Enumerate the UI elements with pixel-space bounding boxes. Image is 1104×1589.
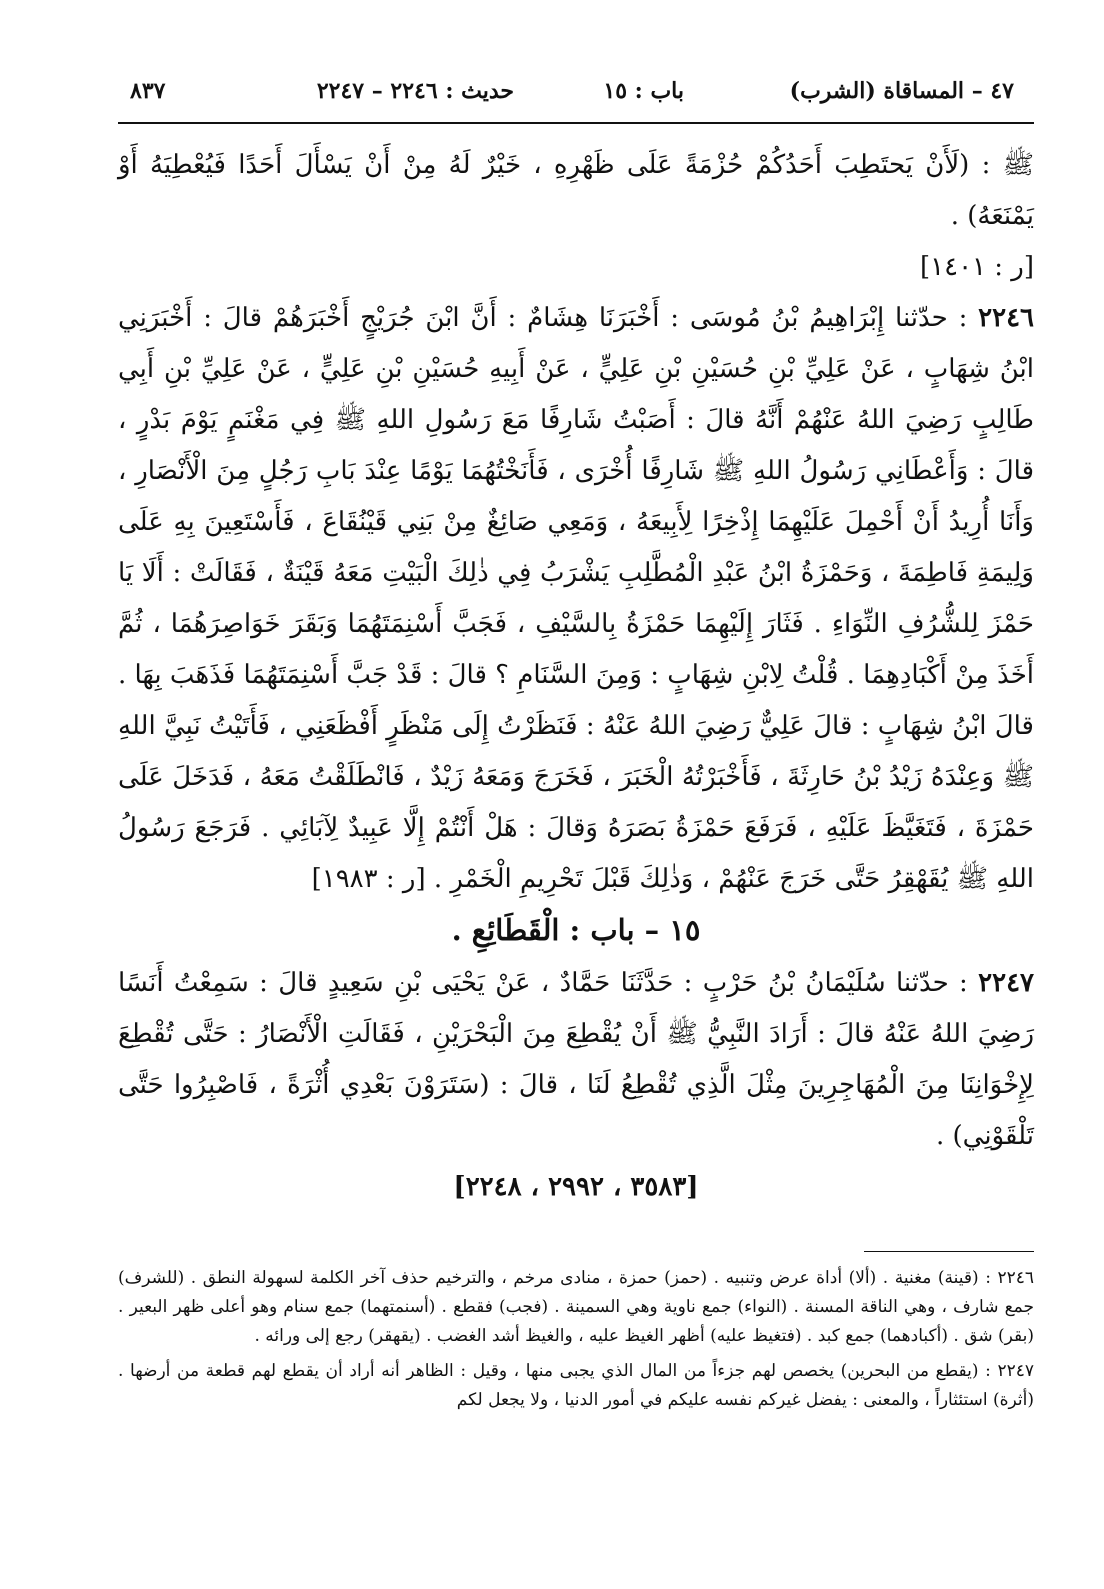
chapter-heading bbox=[118, 905, 1034, 958]
main-text bbox=[118, 140, 1034, 1213]
continuation-text: ﷺ : (لَأَنْ يَحتَطِبَ أَحَدُكُمْ حُزْمَةً عَلَى ظَهْرِهِ ، خَيْرٌ لَهُ مِنْ أَنْ يَسْأَلَ أَحَدًا فَيُعْطِيَهُ أَوْ يَمْنَعَهُ) . bbox=[118, 150, 1034, 231]
footnote-2247: ٢٢٤٧ : (يقطع من البحرين) يخصص لهم جزءاً من المال الذي يجبى منها ، وقيل : الظاهر أنه أراد أن يقطع لهم قطعة من أرضها . (أثرة) استئثاراً ، والمعنى : يفضل غيركم نفسه عليكم في أمور الدنيا ، ولا يجعل لكم bbox=[118, 1361, 1034, 1410]
hadith-continuation-ref bbox=[118, 242, 1034, 293]
hadith-2247 bbox=[118, 958, 1034, 1162]
header-divider bbox=[118, 122, 1034, 124]
hadith-text: : حدّثنا إِبْرَاهِيمُ بْنُ مُوسَى : أَخْبَرَنَا هِشَامٌ : أَنَّ ابْنَ جُرَيْجٍ أَخْبَرَهُمْ قالَ : أَخْبَرَنِي ابْنُ شِهَابٍ ، عَنْ عَلِيِّ بْنِ حُسَيْنِ بْنِ عَلِيٍّ ، عَنْ أَبِيهِ حُسَيْنِ بْنِ عَلِيٍّ ، عَنْ عَلِيِّ بْنِ أَبِي طَالِبٍ رَضِيَ اللهُ عَنْهُمْ أَنَّهُ قالَ : أَصَبْتُ شَارِفًا مَعَ رَسُولِ اللهِ ﷺ فِي مَغْنَمٍ يَوْمَ بَدْرٍ ، قالَ : وَأَعْطَانِي رَسُولُ اللهِ ﷺ شَارِفًا أُخْرَى ، فَأَنَخْتُهُمَا يَوْمًا عِنْدَ بَابِ رَجُلٍ مِنَ الْأَنْصَارِ ، وَأَنَا أُرِيدُ أَنْ أَحْمِلَ عَلَيْهِمَا إِذْخِرًا لِأَبِيعَهُ ، وَمَعِي صَائِغٌ مِنْ بَنِي قَيْنُقَاعَ ، فَأَسْتَعِينَ بِهِ عَلَى وَلِيمَةِ فَاطِمَةَ ، وَحَمْزَةُ ابْنُ عَبْدِ الْمُطَّلِبِ يَشْرَبُ فِي ذٰلِكَ الْبَيْتِ مَعَهُ قَيْنَةٌ ، فَقَالَتْ : أَلَا يَا حَمْزَ لِلشُّرُفِ النِّوَاءِ . فَثَارَ إِلَيْهِمَا حَمْزَةُ بِالسَّيْفِ ، فَجَبَّ أَسْنِمَتَهُمَا وَبَقَرَ خَوَاصِرَهُمَا ، ثُمَّ أَخَذَ مِنْ أَكْبَادِهِمَا . قُلْتُ لِابْنِ شِهَابٍ : وَمِنَ السَّنَامِ ؟ قالَ : قَدْ جَبَّ أَسْنِمَتَهُمَا فَذَهَبَ بِهَا . قالَ ابْنُ شِهَابٍ : قالَ عَلِيٌّ رَضِيَ اللهُ عَنْهُ : فَنَظَرْتُ إِلَى مَنْظَرٍ أَفْظَعَنِي ، فَأَتَيْتُ نَبِيَّ اللهِ ﷺ وَعِنْدَهُ زَيْدُ بْنُ حَارِثَةَ ، فَأَخْبَرْتُهُ الْخَبَرَ ، فَخَرَجَ وَمَعَهُ زَيْدٌ ، فَانْطَلَقْتُ مَعَهُ ، فَدَخَلَ عَلَى حَمْزَةَ ، فَتَغَيَّظَ عَلَيْهِ ، فَرَفَعَ حَمْزَةُ بَصَرَهُ وَقالَ : هَلْ أَنْتُمْ إِلَّا عَبِيدٌ لِآبَائِي . فَرَجَعَ رَسُولُ اللهِ ﷺ يُقَهْقِرُ حَتَّى خَرَجَ عَنْهُمْ ، وَذٰلِكَ قَبْلَ تَحْرِيمِ الْخَمْرِ . bbox=[117, 303, 1034, 894]
footnote-divider bbox=[864, 1251, 1034, 1252]
hadith-2246 bbox=[118, 293, 1034, 905]
bab-title: ١٥ – باب : الْقَطَائِعِ . bbox=[451, 913, 701, 947]
hadith-number: ٢٢٤٧ bbox=[978, 968, 1034, 998]
footnote-2246: ٢٢٤٦ : (قينة) مغنية . (ألا) أداة عرض وتنبيه . (حمز) حمزة ، منادى مرخم ، والترخيم حذف آخر الكلمة لسهولة النطق . (للشرف) جمع شارف ، وهي الناقة المسنة . (النواء) جمع ناوية وهي السمينة . (فجب) فقطع . (أسنمتهما) جمع سنام وهو أعلى ظهر البعير . (بقر) شق . (أكبادهما) جمع كبد . (فتغيظ عليه) أظهر الغيظ عليه ، والغيظ أشد الغضب . (يقهقر) رجع إلى ورائه . bbox=[118, 1268, 1034, 1346]
running-header bbox=[118, 72, 1034, 112]
header-hadith-range: حديث : ٢٢٤٦ – ٢٢٤٧ bbox=[316, 78, 514, 104]
hadith-number: ٢٢٤٦ bbox=[978, 303, 1034, 333]
cross-reference: [ر : ١٩٨٣] bbox=[311, 864, 434, 894]
header-bab-number: باب : ١٥ bbox=[603, 78, 684, 104]
hadith-text: : حدّثنا سُلَيْمَانُ بْنُ حَرْبٍ : حَدَّثَنَا حَمَّادٌ ، عَنْ يَحْيَى بْنِ سَعِيدٍ قالَ : سَمِعْتُ أَنَسًا رَضِيَ اللهُ عَنْهُ قالَ : أَرَادَ النَّبِيُّ ﷺ أَنْ يُقْطِعَ مِنَ الْبَحْرَيْنِ ، فَقَالَتِ الْأَنْصَارُ : حَتَّى تُقْطِعَ لِإِخْوَانِنَا مِنَ الْمُهَاجِرِينَ مِثْلَ الَّذِي تُقْطِعُ لَنَا ، قالَ : (سَتَرَوْنَ بَعْدِي أُثْرَةً ، فَاصْبِرُوا حَتَّى تَلْقَوْنِي) . bbox=[118, 968, 1034, 1151]
hadith-continuation bbox=[118, 140, 1034, 242]
header-chapter-title: ٤٧ – المساقاة (الشرب) bbox=[789, 78, 1014, 104]
page-number: ٨٣٧ bbox=[130, 78, 166, 104]
hadith-2247-refs bbox=[118, 1162, 1034, 1213]
cross-references: [٣٥٨٣ ، ٢٩٩٢ ، ٢٢٤٨] bbox=[453, 1172, 699, 1202]
footnotes bbox=[118, 1264, 1034, 1421]
cross-reference: [ر : ١٤٠١] bbox=[919, 252, 1034, 282]
